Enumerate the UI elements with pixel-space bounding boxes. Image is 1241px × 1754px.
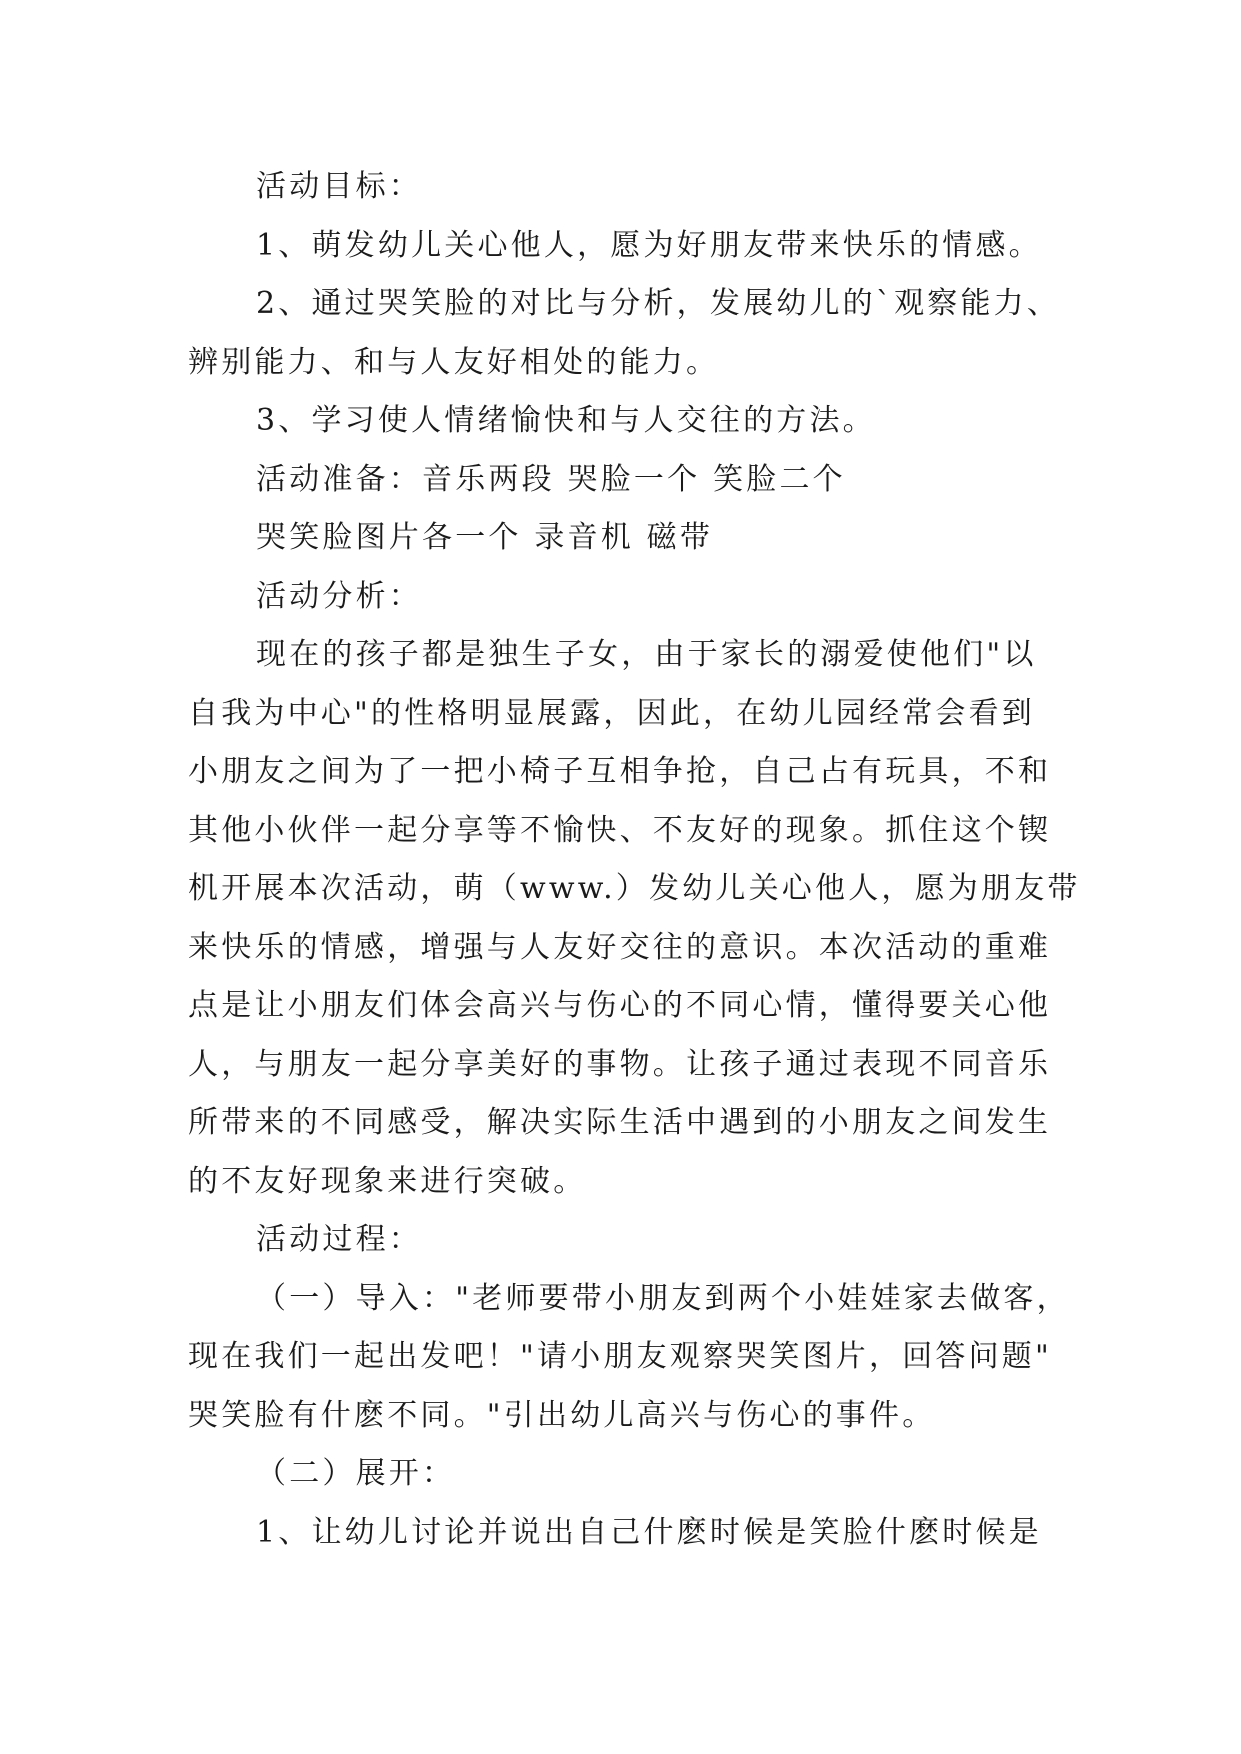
text-line: 自我为中心"的性格明显展露，因此，在幼儿园经常会看到 (188, 695, 1035, 731)
text-line: 来快乐的情感，增强与人友好交往的意识。本次活动的重难 (188, 929, 1052, 965)
text-line: 活动准备：音乐两段 哭脸一个 笑脸二个 (256, 461, 846, 497)
text-line: 小朋友之间为了一把小椅子互相争抢，自己占有玩具，不和 (188, 754, 1052, 789)
text-line: 活动目标： (256, 169, 422, 204)
document-body (188, 158, 1081, 1562)
text-line: 点是让小朋友们体会高兴与伤心的不同心情，懂得要关心他 (188, 988, 1052, 1023)
text-line: 其他小伙伴一起分享等不愉快、不友好的现象。抓住这个锲 (188, 812, 1052, 848)
text-line: 机开展本次活动，萌（www.）发幼儿关心他人，愿为朋友带 (188, 871, 1081, 906)
text-line: 现在我们一起出发吧！"请小朋友观察哭笑图片，回答问题" (188, 1339, 1052, 1374)
text-line: （二）展开： (256, 1456, 456, 1491)
text-line: 哭笑脸图片各一个 录音机 磁带 (256, 520, 714, 555)
text-line: 所带来的不同感受，解决实际生活中遇到的小朋友之间发生 (188, 1105, 1052, 1140)
text-line: 人，与朋友一起分享美好的事物。让孩子通过表现不同音乐 (188, 1046, 1052, 1082)
text-line: 辨别能力、和与人友好相处的能力。 (188, 344, 720, 380)
paragraph-block (188, 158, 1081, 1562)
text-line: 活动分析： (256, 578, 422, 614)
text-line: （一）导入："老师要带小朋友到两个小娃娃家去做客， (256, 1280, 1070, 1316)
text-line: 现在的孩子都是独生子女，由于家长的溺爱使他们"以 (256, 637, 1037, 672)
text-line: 的不友好现象来进行突破。 (188, 1163, 587, 1199)
text-line: 3、学习使人情绪愉快和与人交往的方法。 (256, 403, 876, 438)
text-line: 1、萌发幼儿关心他人，愿为好朋友带来快乐的情感。 (256, 227, 1042, 263)
text-line: 哭笑脸有什麽不同。"引出幼儿高兴与伤心的事件。 (188, 1397, 936, 1433)
text-line: 活动过程： (256, 1222, 422, 1257)
text-line: 1、让幼儿讨论并说出自己什麽时候是笑脸什麽时候是 (256, 1514, 1042, 1550)
text-line: 2、通过哭笑脸的对比与分析，发展幼儿的`观察能力、 (256, 286, 1061, 321)
